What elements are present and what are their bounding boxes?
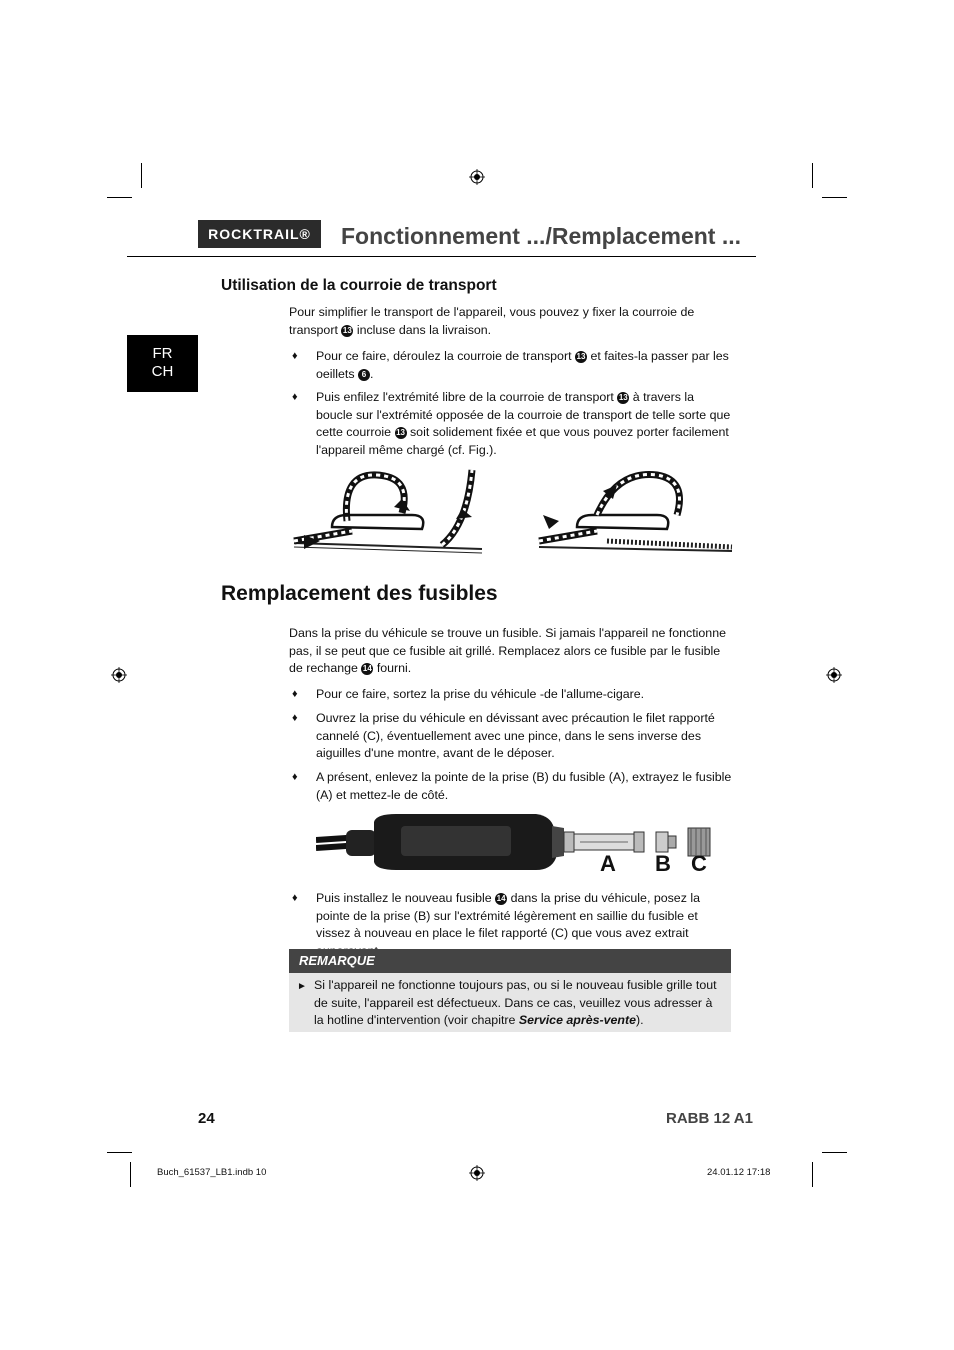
ref-number-6: 6 [358, 369, 370, 381]
bullet-text: soit solidement fixée et que vous pouvez porter facilement l'appareil même chargé (cf. Fig.). [316, 425, 729, 457]
page-number: 24 [198, 1110, 215, 1127]
crop-mark [107, 197, 132, 198]
fuse-intro-text: Dans la prise du véhicule se trouve un fusible. Si jamais l'appareil ne fonctionne pas, il se peut que ce fusible ait grillé. Remplacez alors ce fusible par le fusible de rechange [289, 626, 726, 675]
strap-intro [289, 304, 729, 339]
crop-mark [822, 1152, 847, 1153]
note-text: Si l'appareil ne fonctionne toujours pas, ou si le nouveau fusible grille tout de suite, l'appareil est défectueux. Dans ce cas, veuillez vous adresser à la hotline d'intervention (voir chapitre [314, 978, 717, 1027]
diamond-bullet-icon: ♦ [292, 892, 298, 904]
note-title: REMARQUE [289, 949, 731, 973]
crop-mark [130, 1162, 131, 1187]
crop-mark [141, 163, 142, 188]
crop-mark [812, 163, 813, 188]
registration-mark-icon [469, 169, 485, 185]
model-number: RABB 12 A1 [666, 1110, 753, 1127]
bullet-text: Puis installez le nouveau fusible [316, 891, 492, 905]
list-item [292, 389, 732, 459]
triangle-arrow-icon: ► [297, 981, 307, 992]
strap-intro-text-end: incluse dans la livraison. [356, 322, 492, 337]
list-item [292, 686, 732, 704]
diamond-bullet-icon: ♦ [292, 712, 298, 724]
bullet-text: Pour ce faire, sortez la prise du véhicule -de l'allume-cigare. [316, 687, 645, 701]
diamond-bullet-icon: ♦ [292, 771, 298, 783]
fuse-intro [289, 625, 729, 678]
strap-loop-illustration-left [292, 465, 492, 555]
fuse-intro-text-end: fourni. [376, 661, 412, 675]
header-rule [127, 256, 756, 257]
brand-logo: ROCKTRAIL® [198, 220, 321, 248]
page-title: Fonctionnement .../Remplacement ... [341, 223, 742, 249]
registration-mark-icon [111, 667, 127, 683]
language-tab [127, 335, 198, 392]
bullet-text: A présent, enlevez la pointe de la prise (B) du fusible (A), extrayez le fusible (A) et mettez-le de côté. [316, 770, 732, 802]
bullet-text: . [370, 366, 374, 381]
slug-date: 24.01.12 17:18 [707, 1167, 771, 1178]
registration-mark-icon [469, 1165, 485, 1181]
section-heading-fuses: Remplacement des fusibles [221, 582, 498, 605]
note-body [289, 973, 731, 1032]
list-item [292, 348, 732, 383]
bullet-text: Pour ce faire, déroulez la courroie de transport [316, 349, 572, 363]
strap-intro-text: Pour simplifier le transport de l'appareil, vous pouvez y fixer la courroie de transport [289, 305, 695, 337]
bullet-text: Puis enfilez l'extrémité libre de la courroie de transport [316, 390, 614, 404]
fuse-label-a: A [600, 851, 616, 876]
ref-number-13: 13 [342, 325, 352, 335]
section-heading-strap: Utilisation de la courroie de transport [221, 277, 497, 294]
ref-number-14: 14 [362, 664, 372, 673]
thread-label-c: C [691, 851, 707, 876]
bullet-text: et faites-la passer par les oeillets [316, 349, 729, 381]
service-reference: Service après-vente [518, 1013, 636, 1027]
ref-number-13: 13 [576, 352, 586, 361]
crop-mark [107, 1152, 132, 1153]
strap-loop-illustration-right [537, 465, 737, 555]
ref-number-13: 13 [618, 393, 628, 402]
bullet-text: à travers la boucle sur l'extrémité opposée de la courroie de transport de telle sorte que cette courroie [316, 390, 731, 439]
bullet-text: Ouvrez la prise du véhicule en dévissant avec précaution le filet rapporté cannelé (C), éventuellement avec une pince, dans le sens inverse des aiguilles d'une montre, avant de le déposer. [316, 711, 715, 760]
diamond-bullet-icon: ♦ [292, 350, 298, 362]
diamond-bullet-icon: ♦ [292, 688, 298, 700]
ref-number-14: 14 [496, 894, 506, 903]
language-code-ch: CH [151, 363, 174, 380]
diamond-bullet-icon: ♦ [292, 391, 298, 403]
crop-mark [822, 197, 847, 198]
list-item [292, 769, 732, 804]
language-code-fr: FR [152, 345, 173, 362]
slug-file: Buch_61537_LB1.indb 10 [157, 1167, 267, 1178]
registration-mark-icon [826, 667, 842, 683]
list-item [292, 710, 732, 763]
crop-mark [812, 1162, 813, 1187]
note-text-end: ). [635, 1013, 644, 1027]
bullet-text: dans la prise du véhicule, posez la pointe de la prise (B) sur l'extrémité légèrement en saillie du fusible et vissez à nouveau en place le filet rapporté (C) que vous avez extrait [316, 891, 700, 940]
ref-number-13: 13 [396, 428, 405, 437]
tip-label-b: B [655, 851, 671, 876]
